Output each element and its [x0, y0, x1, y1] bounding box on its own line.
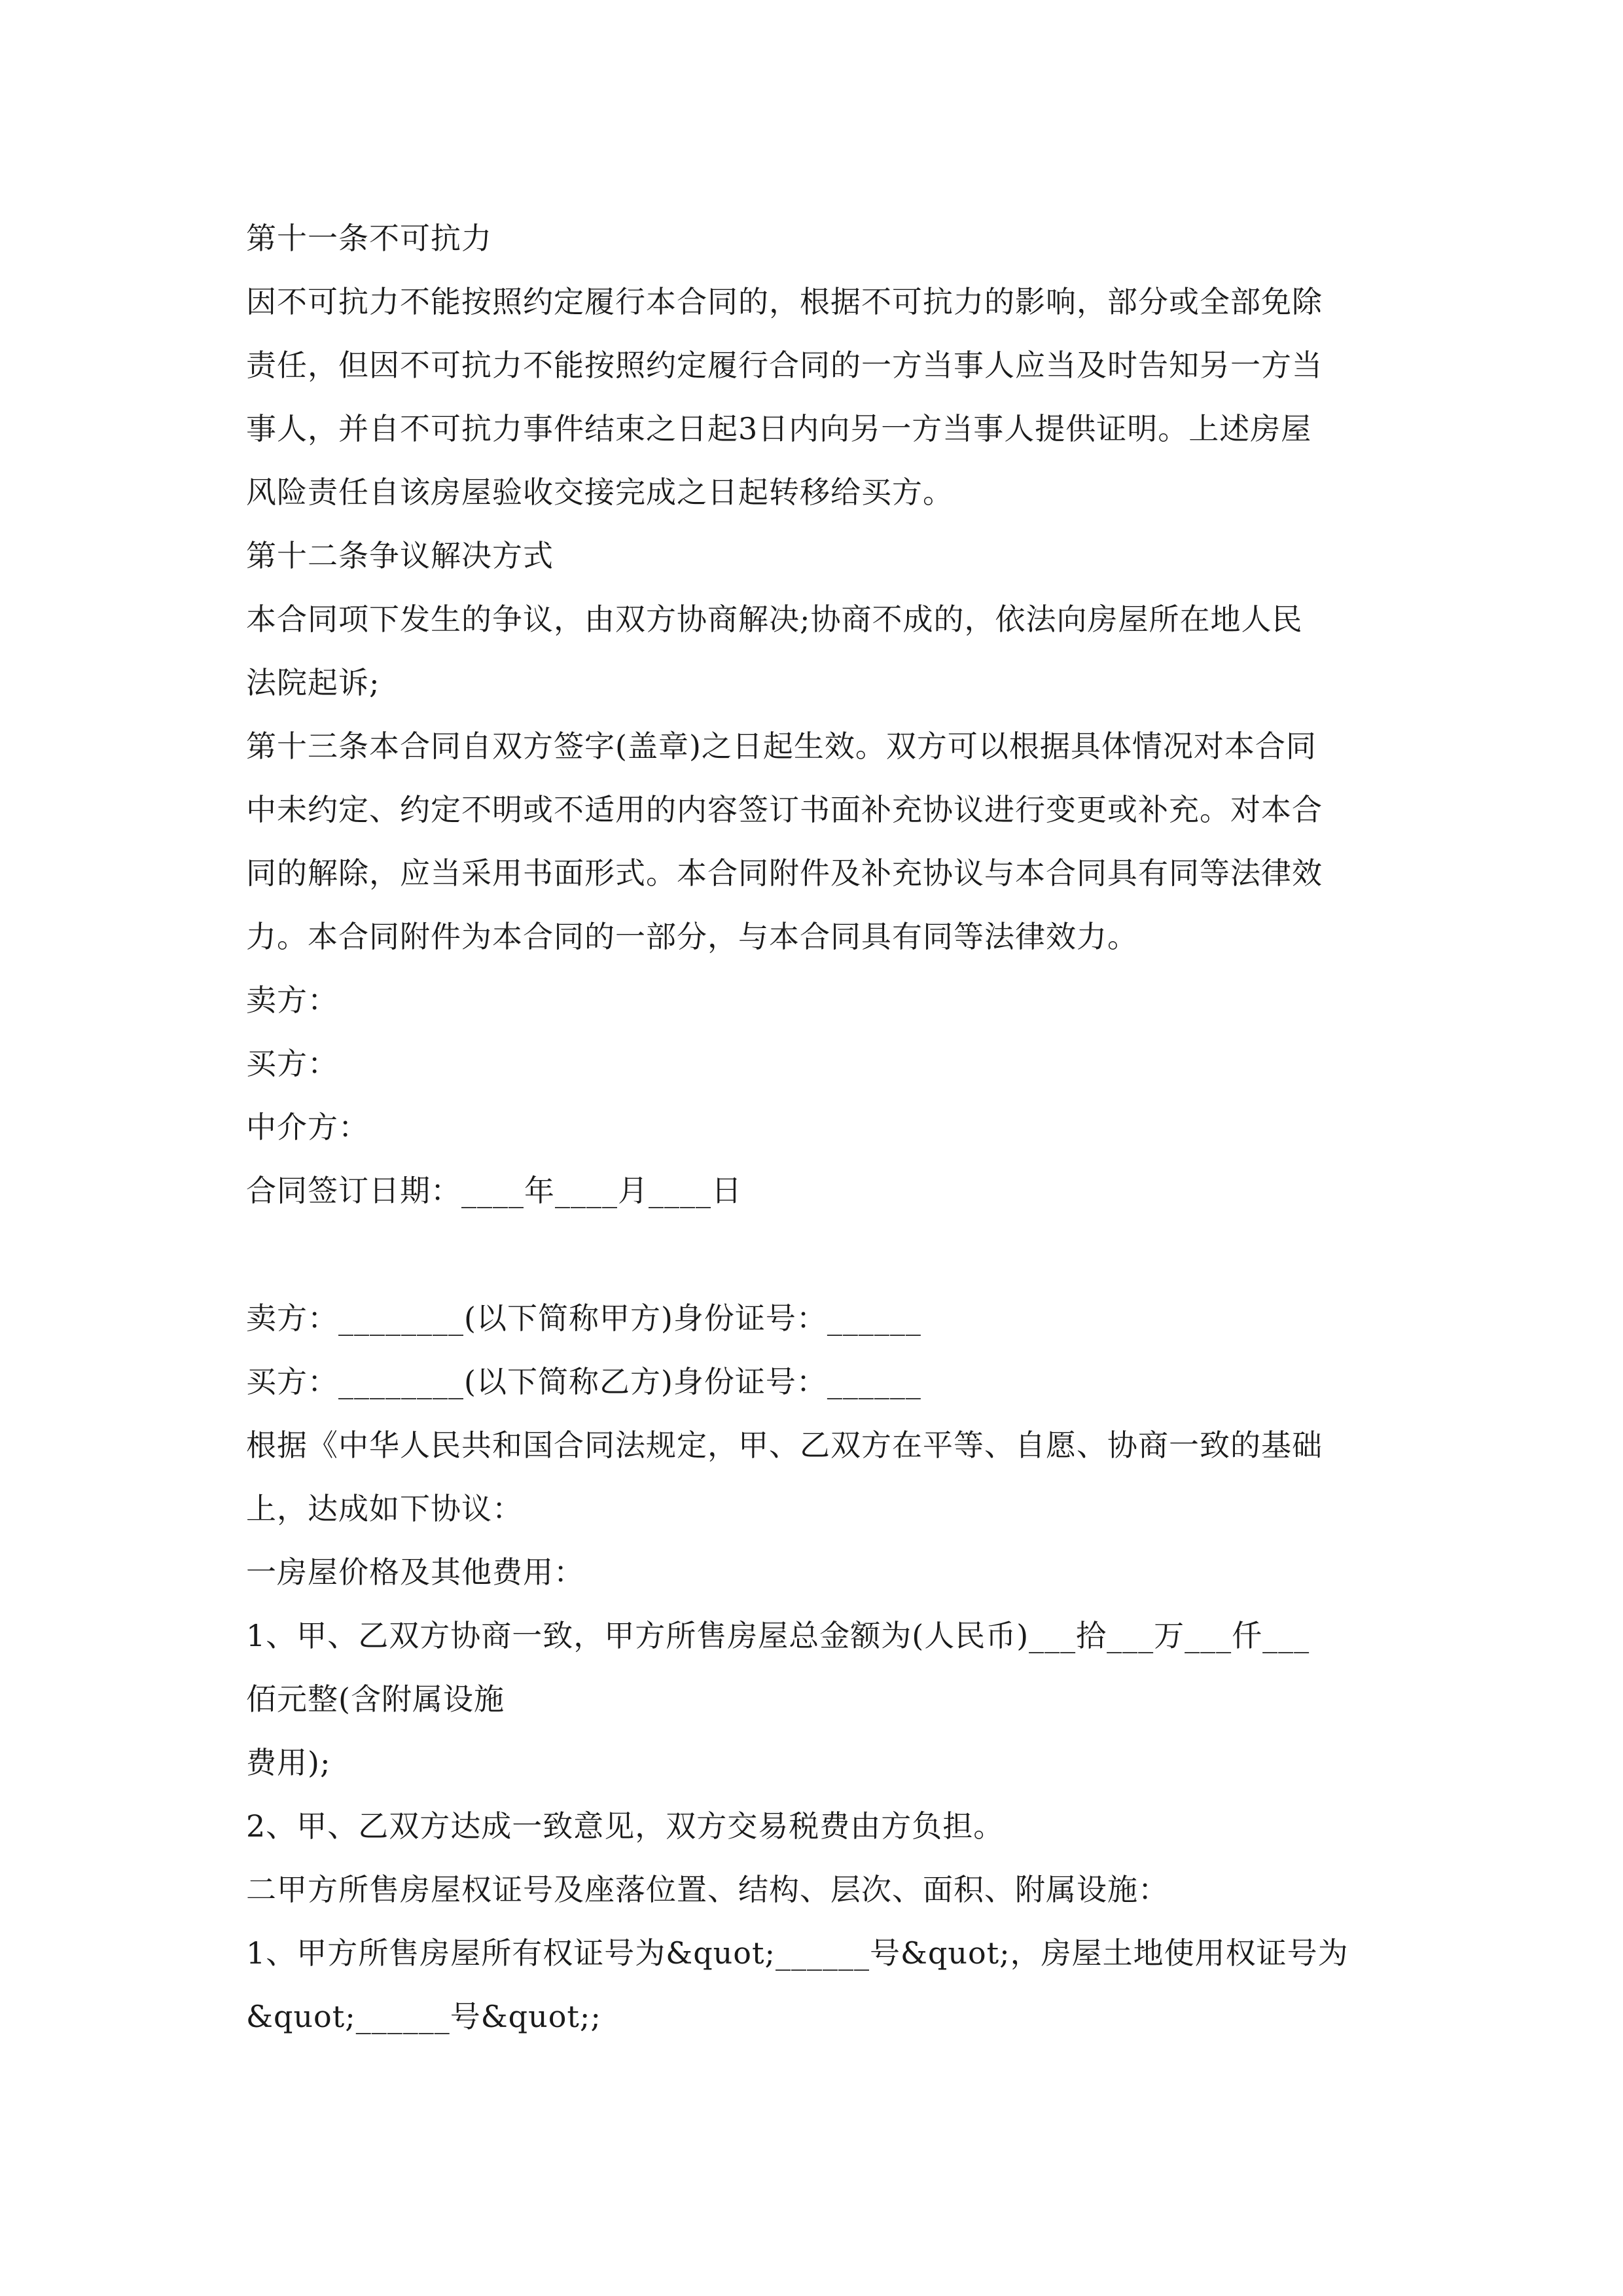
article-12-heading: 第十二条争议解决方式: [246, 538, 554, 573]
paragraph-line: 责任，但因不可抗力不能按照约定履行合同的一方当事人应当及时告知另一方当: [246, 348, 1323, 383]
paragraph-line: 中未约定、约定不明或不适用的内容签订书面补充协议进行变更或补充。对本合: [246, 792, 1323, 827]
article-13-line: 第十三条本合同自双方签字(盖章)之日起生效。双方可以根据具体情况对本合同: [246, 728, 1317, 764]
clause-line: 费用);: [246, 1745, 331, 1780]
paragraph-line: 事人，并自不可抗力事件结束之日起3日内向另一方当事人提供证明。上述房屋: [246, 411, 1312, 446]
paragraph-line: 本合同项下发生的争议，由双方协商解决;协商不成的，依法向房屋所在地人民: [246, 601, 1303, 637]
section-divider-space: [246, 1223, 1378, 1287]
signing-date-line: 合同签订日期：____年____月____日: [246, 1173, 742, 1208]
seller-id-line: 卖方：________(以下简称甲方)身份证号：______: [246, 1300, 921, 1336]
paragraph-line: 因不可抗力不能按照约定履行本合同的，根据不可抗力的影响，部分或全部免除: [246, 284, 1323, 319]
article-11-heading: 第十一条不可抗力: [246, 221, 492, 256]
clause-line: 1、甲、乙双方协商一致，甲方所售房屋总金额为(人民币)___拾___万___仟___: [246, 1618, 1310, 1653]
paragraph-line: 根据《中华人民共和国合同法规定，甲、乙双方在平等、自愿、协商一致的基础: [246, 1427, 1323, 1463]
paragraph-line: 法院起诉;: [246, 665, 380, 700]
seller-signature-label: 卖方：: [246, 982, 338, 1018]
clause-line: &quot;______号&quot;;: [246, 1999, 601, 2034]
document-body: [246, 207, 1378, 2049]
clause-line: 2、甲、乙双方达成一致意见，双方交易税费由方负担。: [246, 1808, 1005, 1844]
paragraph-line: 同的解除，应当采用书面形式。本合同附件及补充协议与本合同具有同等法律效: [246, 855, 1323, 891]
buyer-id-line: 买方：________(以下简称乙方)身份证号：______: [246, 1364, 921, 1399]
agent-signature-label: 中介方：: [246, 1109, 369, 1145]
paragraph-line: 力。本合同附件为本合同的一部分，与本合同具有同等法律效力。: [246, 919, 1138, 954]
buyer-signature-label: 买方：: [246, 1046, 338, 1081]
section-1-heading: 一房屋价格及其他费用：: [246, 1554, 584, 1590]
paragraph-line: 风险责任自该房屋验收交接完成之日起转移给买方。: [246, 475, 954, 510]
clause-line: 1、甲方所售房屋所有权证号为&quot;______号&quot;，房屋土地使用权证号为: [246, 1935, 1349, 1971]
section-2-heading: 二甲方所售房屋权证号及座落位置、结构、层次、面积、附属设施：: [246, 1872, 1169, 1907]
clause-line: 佰元整(含附属设施: [246, 1681, 505, 1717]
paragraph-line: 上，达成如下协议：: [246, 1491, 523, 1526]
